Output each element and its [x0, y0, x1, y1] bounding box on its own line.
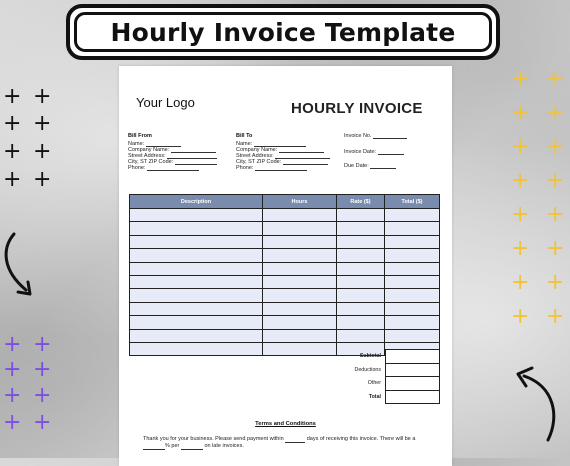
subtotal-label: Subtotal: [359, 353, 381, 360]
bill-to-heading: Bill To: [236, 133, 253, 139]
total-cell[interactable]: [386, 390, 440, 404]
deductions-row: [311, 363, 440, 377]
plus-icon-purple: +: [3, 383, 22, 408]
total-cell[interactable]: [385, 302, 440, 315]
table-row: [130, 235, 440, 248]
late-fee-percent-blank[interactable]: [143, 444, 165, 450]
plus-icon-purple: +: [3, 332, 22, 357]
table-row: [130, 222, 440, 235]
title-banner: [66, 4, 500, 60]
total-cell[interactable]: [385, 316, 440, 329]
invoice-date-field[interactable]: Invoice Date:: [344, 149, 404, 155]
plus-icon-black: +: [33, 167, 52, 192]
plus-icon-yellow: +: [546, 304, 565, 329]
subtotal-row: [311, 350, 440, 364]
line-items-table: [129, 194, 440, 356]
total-cell[interactable]: [385, 275, 440, 288]
plus-icon-purple: +: [33, 383, 52, 408]
deductions-cell[interactable]: [386, 363, 440, 377]
plus-icon-black: +: [3, 111, 22, 136]
terms-text: Thank you for your business. Please send payment within days of receiving this invoice. There will be a % per on late invoices.: [143, 436, 416, 450]
bill-from-name-field[interactable]: Name:: [128, 141, 217, 147]
plus-icon-yellow: +: [546, 134, 565, 159]
description-cell[interactable]: [130, 275, 263, 288]
description-cell[interactable]: [130, 302, 263, 315]
plus-icon-yellow: +: [511, 100, 530, 125]
plus-icon-yellow: +: [546, 202, 565, 227]
plus-icon-purple: +: [33, 410, 52, 435]
plus-icon-yellow: +: [546, 100, 565, 125]
description-cell[interactable]: [130, 342, 263, 355]
total-cell[interactable]: [385, 262, 440, 275]
bill-to-street-field[interactable]: Street Address:: [236, 153, 330, 159]
other-label: Other: [367, 380, 381, 387]
plus-icon-purple: +: [33, 357, 52, 382]
plus-icon-yellow: +: [511, 304, 530, 329]
table-row: [130, 275, 440, 288]
table-header-row: [130, 195, 440, 209]
total-cell[interactable]: [385, 235, 440, 248]
plus-icon-yellow: +: [511, 66, 530, 91]
bill-to-phone-field[interactable]: Phone:: [236, 165, 330, 171]
plus-icon-yellow: +: [511, 202, 530, 227]
plus-icon-black: +: [33, 139, 52, 164]
table-row: [130, 316, 440, 329]
rate-cell[interactable]: [337, 235, 385, 248]
rate-cell[interactable]: [337, 316, 385, 329]
description-cell[interactable]: [130, 249, 263, 262]
rate-cell[interactable]: [337, 302, 385, 315]
total-cell[interactable]: [385, 209, 440, 222]
deductions-label: Deductions: [354, 366, 381, 373]
plus-icon-yellow: +: [511, 270, 530, 295]
rate-cell[interactable]: [337, 262, 385, 275]
banner-title: Hourly Invoice Template: [110, 17, 456, 47]
hours-cell[interactable]: [263, 235, 337, 248]
hours-cell[interactable]: [263, 302, 337, 315]
hours-cell[interactable]: [263, 275, 337, 288]
total-cell[interactable]: [385, 289, 440, 302]
invoice-number-field[interactable]: Invoice No.: [344, 133, 407, 139]
late-fee-period-blank[interactable]: [181, 444, 203, 450]
bill-to-company-field[interactable]: Company Name:: [236, 147, 330, 153]
plus-icon-yellow: +: [546, 168, 565, 193]
other-cell[interactable]: [386, 377, 440, 391]
plus-icon-yellow: +: [511, 134, 530, 159]
description-cell[interactable]: [130, 235, 263, 248]
bill-from-heading: Bill From: [128, 133, 152, 139]
plus-icon-yellow: +: [511, 168, 530, 193]
plus-icon-yellow: +: [546, 236, 565, 261]
plus-icon-purple: +: [33, 332, 52, 357]
total-cell[interactable]: [385, 329, 440, 342]
plus-icon-yellow: +: [546, 66, 565, 91]
table-row: [130, 289, 440, 302]
plus-icon-black: +: [3, 167, 22, 192]
table-row: [130, 302, 440, 315]
rate-cell[interactable]: [337, 275, 385, 288]
table-row: [130, 329, 440, 342]
other-row: [311, 377, 440, 391]
hours-cell[interactable]: [263, 222, 337, 235]
table-row: [130, 249, 440, 262]
hours-cell[interactable]: [263, 209, 337, 222]
column-header-description: Description: [130, 195, 263, 209]
plus-icon-black: +: [3, 139, 22, 164]
curved-arrow-left-icon: [0, 230, 42, 300]
total-cell[interactable]: [385, 249, 440, 262]
plus-icon-black: +: [33, 111, 52, 136]
description-cell[interactable]: [130, 209, 263, 222]
hours-cell[interactable]: [263, 316, 337, 329]
rate-cell[interactable]: [337, 249, 385, 262]
plus-icon-purple: +: [3, 357, 22, 382]
subtotal-cell[interactable]: [386, 350, 440, 364]
bill-to-block: [236, 133, 330, 171]
total-cell[interactable]: [385, 222, 440, 235]
plus-icon-purple: +: [3, 410, 22, 435]
totals-table: [311, 349, 440, 404]
table-row: [130, 262, 440, 275]
description-cell[interactable]: [130, 222, 263, 235]
due-date-field[interactable]: Due Date:: [344, 163, 396, 169]
bill-from-block: [128, 133, 217, 171]
logo-placeholder: Your Logo: [136, 95, 195, 110]
description-cell[interactable]: [130, 329, 263, 342]
table-body: [130, 209, 440, 356]
bill-from-phone-field[interactable]: Phone:: [128, 165, 217, 171]
column-header-total: Total ($): [385, 195, 440, 209]
column-header-hours: Hours: [263, 195, 337, 209]
bill-to-city-field[interactable]: City, ST ZIP Code:: [236, 159, 330, 165]
bill-from-street-field[interactable]: Street Address:: [128, 153, 217, 159]
description-cell[interactable]: [130, 262, 263, 275]
bill-to-name-field[interactable]: Name:: [236, 141, 330, 147]
description-cell[interactable]: [130, 289, 263, 302]
bill-from-company-field[interactable]: Company Name:: [128, 147, 217, 153]
hours-cell[interactable]: [263, 329, 337, 342]
payment-days-blank[interactable]: [285, 437, 305, 443]
terms-heading: Terms and Conditions: [255, 421, 316, 427]
rate-cell[interactable]: [337, 209, 385, 222]
rate-cell[interactable]: [337, 222, 385, 235]
description-cell[interactable]: [130, 316, 263, 329]
column-header-rate: Rate ($): [337, 195, 385, 209]
plus-icon-black: +: [3, 84, 22, 109]
total-row: [311, 390, 440, 404]
invoice-sheet: [119, 66, 452, 466]
curved-arrow-right-icon: [510, 366, 560, 446]
total-label: Total: [368, 394, 381, 401]
rate-cell[interactable]: [337, 329, 385, 342]
table-row: [130, 209, 440, 222]
hours-cell[interactable]: [263, 289, 337, 302]
hours-cell[interactable]: [263, 262, 337, 275]
bill-from-city-field[interactable]: City, ST ZIP Code:: [128, 159, 217, 165]
plus-icon-black: +: [33, 84, 52, 109]
invoice-title: HOURLY INVOICE: [291, 100, 423, 117]
plus-icon-yellow: +: [546, 270, 565, 295]
rate-cell[interactable]: [337, 289, 385, 302]
plus-icon-yellow: +: [511, 236, 530, 261]
hours-cell[interactable]: [263, 249, 337, 262]
